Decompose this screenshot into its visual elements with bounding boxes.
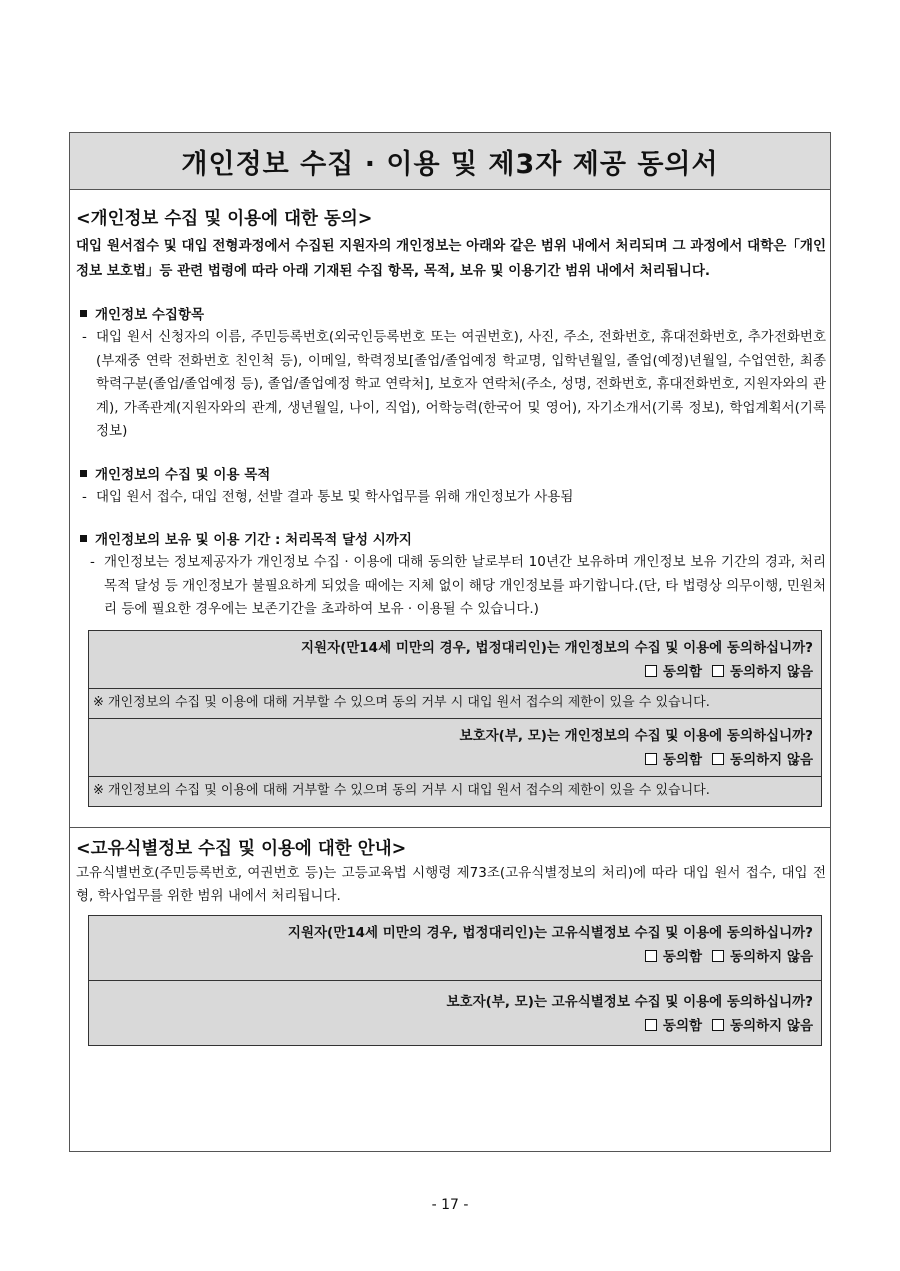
section2-text: 고유식별번호(주민등록번호, 여권번호 등)는 고등교육법 시행령 제73조(고유식별정보의 처리)에 따라 대입 원서 접수, 대입 전형, 학사업무를 위한 범위 내에서 처리됩니다.: [76, 864, 826, 904]
disagree-checkbox[interactable]: [712, 665, 724, 677]
consent-row-applicant: [89, 631, 821, 719]
consent-row-applicant: [89, 916, 821, 981]
disagree-label: 동의하지 않음: [730, 1017, 813, 1034]
retention-text: - 개인정보는 정보제공자가 개인정보 수집 · 이용에 대해 동의한 날로부터 10년간 보유하며 개인정보 보유 기간의 경과, 처리목적 달성 등 개인정보가 불필요하게 되었을 때에는 지체 없이 해당 개인정보를 파기합니다.(단, 타 법령상 의무이행, 민원처리 등에 필요한 경우에는 보존기간을 초과하여 보유 · 이용될 수 있습니다.): [90, 554, 826, 617]
consent-form-frame: [69, 132, 831, 1152]
agree-checkbox[interactable]: [645, 665, 657, 677]
consent-box-unique-id: [88, 915, 822, 1046]
disagree-label: 동의하지 않음: [730, 663, 813, 680]
square-bullet-icon: [80, 535, 87, 542]
disagree-checkbox[interactable]: [712, 1019, 724, 1031]
disagree-checkbox[interactable]: [712, 753, 724, 765]
disagree-label: 동의하지 않음: [730, 751, 813, 768]
consent-question: 보호자(부, 모)는 개인정보의 수집 및 이용에 동의하십니까?: [459, 727, 813, 744]
consent-options: [89, 747, 821, 776]
consent-options: [89, 944, 821, 980]
square-bullet-icon: [80, 310, 87, 317]
agree-checkbox[interactable]: [645, 1019, 657, 1031]
consent-options: [89, 659, 821, 688]
section-divider: [70, 827, 830, 828]
consent-question: 지원자(만14세 미만의 경우, 법정대리인)는 고유식별정보 수집 및 이용에 동의하십니까?: [287, 924, 813, 941]
agree-label: 동의함: [662, 663, 703, 680]
consent-note: ※ 개인정보의 수집 및 이용에 대해 거부할 수 있으며 동의 거부 시 대입 원서 접수의 제한이 있을 수 있습니다.: [89, 688, 821, 718]
agree-label: 동의함: [662, 1017, 703, 1034]
square-bullet-icon: [80, 470, 87, 477]
disagree-label: 동의하지 않음: [730, 948, 813, 965]
retention-heading: 개인정보의 보유 및 이용 기간 : 처리목적 달성 시까지: [76, 529, 826, 551]
purpose-text: - 대입 원서 접수, 대입 전형, 선발 결과 통보 및 학사업무를 위해 개인정보가 사용됨: [82, 488, 574, 505]
section-personal-info: [70, 206, 830, 807]
consent-note: ※ 개인정보의 수집 및 이용에 대해 거부할 수 있으며 동의 거부 시 대입 원서 접수의 제한이 있을 수 있습니다.: [89, 776, 821, 806]
items-heading: 개인정보 수집항목: [76, 304, 826, 326]
consent-box-personal: [88, 630, 822, 807]
section-unique-id: [70, 836, 830, 1046]
agree-checkbox[interactable]: [645, 950, 657, 962]
agree-label: 동의함: [662, 751, 703, 768]
section1-intro: 대입 원서접수 및 대입 전형과정에서 수집된 지원자의 개인정보는 아래와 같은 범위 내에서 처리되며 그 과정에서 대학은「개인정보 보호법」등 관련 법령에 따라 아래 기재된 수집 항목, 목적, 보유 및 이용기간 범위 내에서 처리됩니다.: [76, 238, 826, 279]
consent-row-guardian: [89, 981, 821, 1045]
agree-label: 동의함: [662, 948, 703, 965]
agree-checkbox[interactable]: [645, 753, 657, 765]
section2-heading: <고유식별정보 수집 및 이용에 대한 안내>: [76, 838, 407, 859]
items-text: - 대입 원서 신청자의 이름, 주민등록번호(외국인등록번호 또는 여권번호), 사진, 주소, 전화번호, 휴대전화번호, 추가전화번호(부재중 연락 전화번호 친인척 등), 이메일, 학력정보[졸업/졸업예정 학교명, 입학년월일, 졸업(예정)년월일, 수업연한, 최종 학력구분(졸업/졸업예정 등), 졸업/졸업예정 학교 연락처], 보호자 연락처(주소, 성명, 전화번호, 휴대전화번호, 지원자와의 관계), 가족관계(지원자와의 관계, 생년월일, 나이, 직업), 어학능력(한국어 및 영어), 자기소개서(기록 정보), 학업계획서(기록 정보): [82, 329, 826, 439]
disagree-checkbox[interactable]: [712, 950, 724, 962]
consent-question: 지원자(만14세 미만의 경우, 법정대리인)는 개인정보의 수집 및 이용에 동의하십니까?: [300, 639, 813, 656]
form-title: 개인정보 수집 · 이용 및 제3자 제공 동의서: [70, 133, 830, 190]
section1-heading: <개인정보 수집 및 이용에 대한 동의>: [76, 209, 373, 229]
consent-question: 보호자(부, 모)는 고유식별정보 수집 및 이용에 동의하십니까?: [446, 993, 813, 1010]
purpose-heading: 개인정보의 수집 및 이용 목적: [76, 464, 826, 486]
page-number: - 17 -: [431, 1197, 469, 1213]
consent-row-guardian: [89, 719, 821, 806]
consent-options: [89, 1013, 821, 1045]
